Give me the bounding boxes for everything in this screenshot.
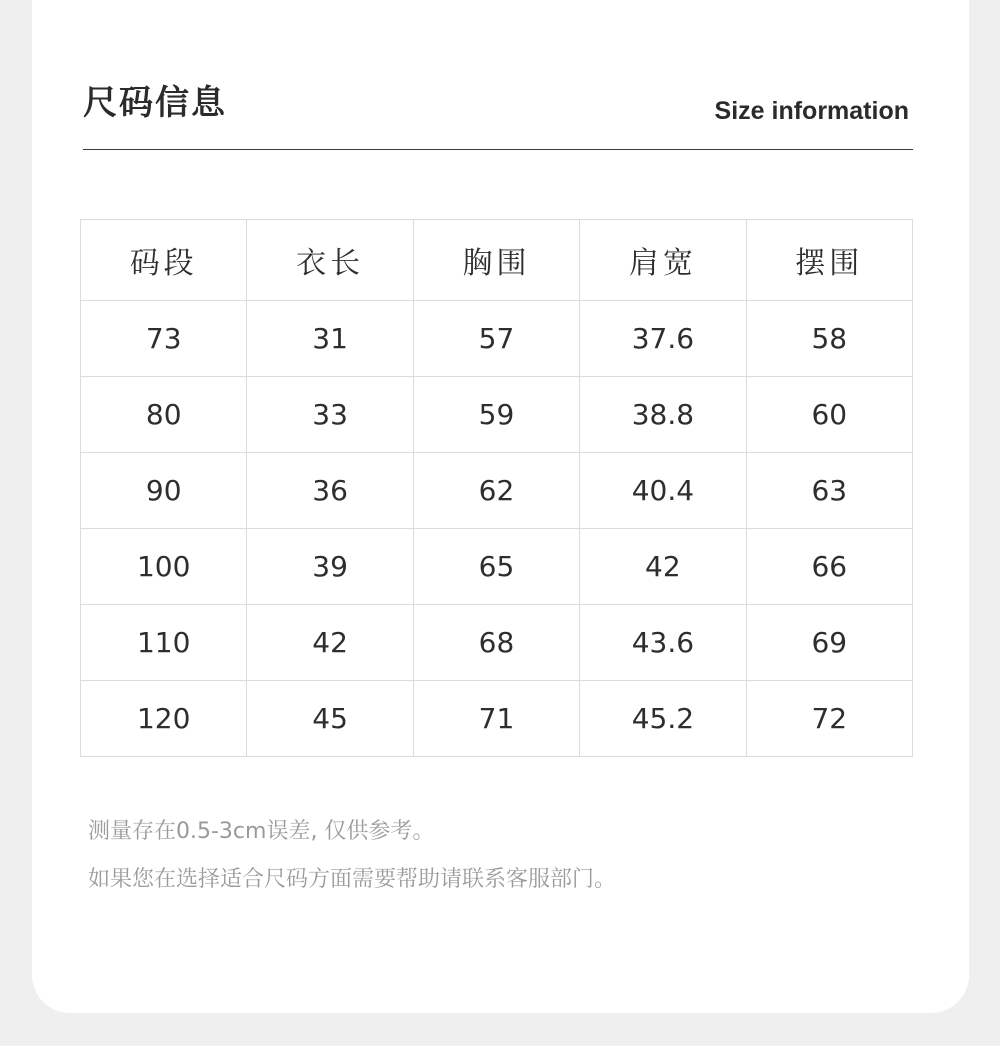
table-row: [81, 681, 913, 757]
table-cell: 43.6: [580, 605, 746, 681]
table-cell: 62: [413, 453, 579, 529]
table-cell: 90: [81, 453, 247, 529]
size-table: [80, 219, 913, 757]
table-cell: 57: [413, 301, 579, 377]
table-cell: 63: [746, 453, 912, 529]
table-cell: 69: [746, 605, 912, 681]
table-cell: 71: [413, 681, 579, 757]
table-cell: 72: [746, 681, 912, 757]
table-cell: 59: [413, 377, 579, 453]
table-row: [81, 453, 913, 529]
help-note: 如果您在选择适合尺码方面需要帮助请联系客服部门。: [88, 867, 617, 892]
table-cell: 66: [746, 529, 912, 605]
table-cell: 110: [81, 605, 247, 681]
table-cell: 68: [413, 605, 579, 681]
page-title: 尺码信息: [83, 83, 227, 123]
table-cell: 33: [247, 377, 413, 453]
column-header-size: 码段: [81, 220, 247, 301]
header-divider: [83, 149, 913, 150]
table-row: [81, 301, 913, 377]
table-cell: 58: [746, 301, 912, 377]
table-cell: 38.8: [580, 377, 746, 453]
table-cell: 31: [247, 301, 413, 377]
table-cell: 36: [247, 453, 413, 529]
table-cell: 39: [247, 529, 413, 605]
table-row: [81, 377, 913, 453]
page-subtitle: Size information: [714, 97, 909, 125]
table-cell: 65: [413, 529, 579, 605]
table-cell: 42: [580, 529, 746, 605]
column-header-length: 衣长: [247, 220, 413, 301]
table-cell: 40.4: [580, 453, 746, 529]
size-notes: [88, 808, 616, 904]
table-cell: 80: [81, 377, 247, 453]
table-header-row: [81, 220, 913, 301]
table-cell: 45: [247, 681, 413, 757]
table-cell: 120: [81, 681, 247, 757]
column-header-chest: 胸围: [413, 220, 579, 301]
column-header-shoulder: 肩宽: [580, 220, 746, 301]
table-cell: 42: [247, 605, 413, 681]
table-cell: 60: [746, 377, 912, 453]
table-row: [81, 605, 913, 681]
table-cell: 37.6: [580, 301, 746, 377]
table-cell: 100: [81, 529, 247, 605]
measurement-note: 测量存在0.5-3cm误差, 仅供参考。: [88, 819, 435, 844]
table-cell: 45.2: [580, 681, 746, 757]
column-header-hem: 摆围: [746, 220, 912, 301]
table-row: [81, 529, 913, 605]
table-cell: 73: [81, 301, 247, 377]
